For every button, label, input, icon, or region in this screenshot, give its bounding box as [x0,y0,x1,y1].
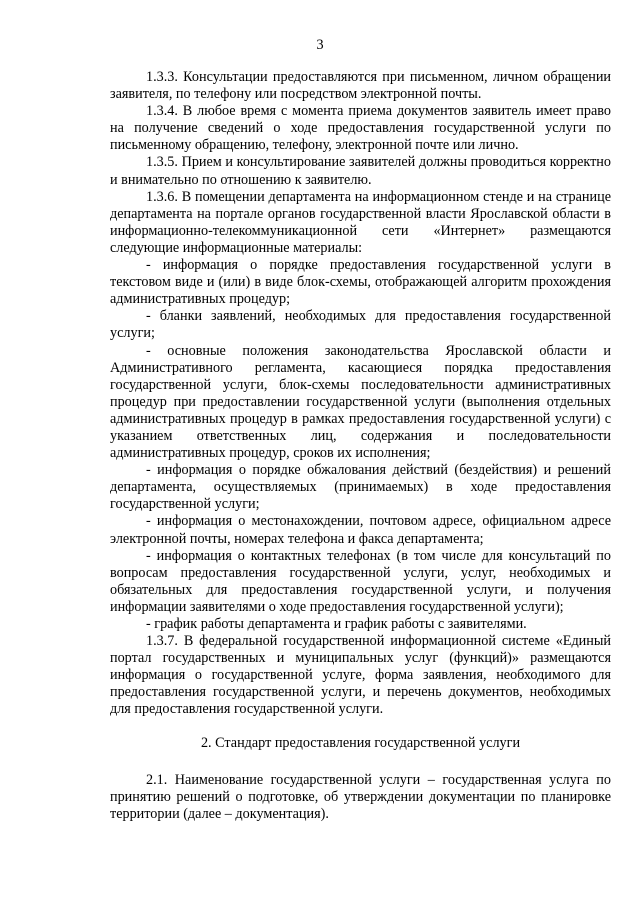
paragraph-1-3-6: 1.3.6. В помещении департамента на информационном стенде и на странице департамента на портале органов государственной власти Ярославской области в информационно-телекоммуникационной сети «Интернет» размещаются следующие информационные материалы: [110,188,611,256]
list-item-legislation: - основные положения законодательства Ярославской области и Административного регламента, касающиеся порядка предоставления государственной услуги, блок-схемы последовательности административных процедур при предоставлении государственной услуги (выполнения отдельных административных процедур в рамках предоставления государственной услуги) с указанием ответственных лиц, содержания и последовательности административных процедур, сроков их исполнения; [110,342,611,462]
list-item-work-schedule: - график работы департамента и график работы с заявителями. [146,616,527,632]
paragraph-1-3-7: 1.3.7. В федеральной государственной информационной системе «Единый портал государственных и муниципальных услуг (функций)» размещаются информация о государственной услуге, форма заявления, необходимого для предоставления государственной услуги, и перечень документов, необходимых для предоставления государственной услуги. [110,633,611,718]
paragraph-1-3-5: 1.3.5. Прием и консультирование заявителей должны проводиться корректно и внимательно по отношению к заявителю. [110,154,611,188]
paragraph-1-3-4: 1.3.4. В любое время с момента приема документов заявитель имеет право на получение сведений о ходе предоставления государственной услуги по письменному обращению, телефону, электронной почте или лично. [110,103,611,154]
list-item-application-forms: - бланки заявлений, необходимых для предоставления государственной услуги; [110,308,611,342]
list-item-procedure-info: - информация о порядке предоставления государственной услуги в текстовом виде и (или) в виде блок-схемы, отображающей алгоритм прохождения административных процедур; [110,257,611,308]
list-item-contact-phones: - информация о контактных телефонах (в том числе для консультаций по вопросам предоставления государственной услуги, услуг, необходимых и обязательных для предоставления государственной услуги, и получения информации заявителями о ходе предоставления государственной услуги); [110,547,611,615]
page-number: 3 [316,37,324,53]
document-body [110,69,611,823]
paragraph-2-1: 2.1. Наименование государственной услуги – государственная услуга по принятию решений о подготовке, об утверждении документации по планировке территории (далее – документация). [110,771,611,822]
list-item-appeal-procedure: - информация о порядке обжалования действий (бездействия) и решений департамента, осуществляемых (принимаемых) в ходе предоставления государственной услуги; [110,462,611,513]
list-item-location-info: - информация о местонахождении, почтовом адресе, официальном адресе электронной почты, номерах телефона и факса департамента; [110,513,611,547]
paragraph-1-3-3: 1.3.3. Консультации предоставляются при письменном, личном обращении заявителя, по телефону или посредством электронной почты. [110,69,611,103]
section-heading: 2. Стандарт предоставления государственной услуги [200,734,521,751]
